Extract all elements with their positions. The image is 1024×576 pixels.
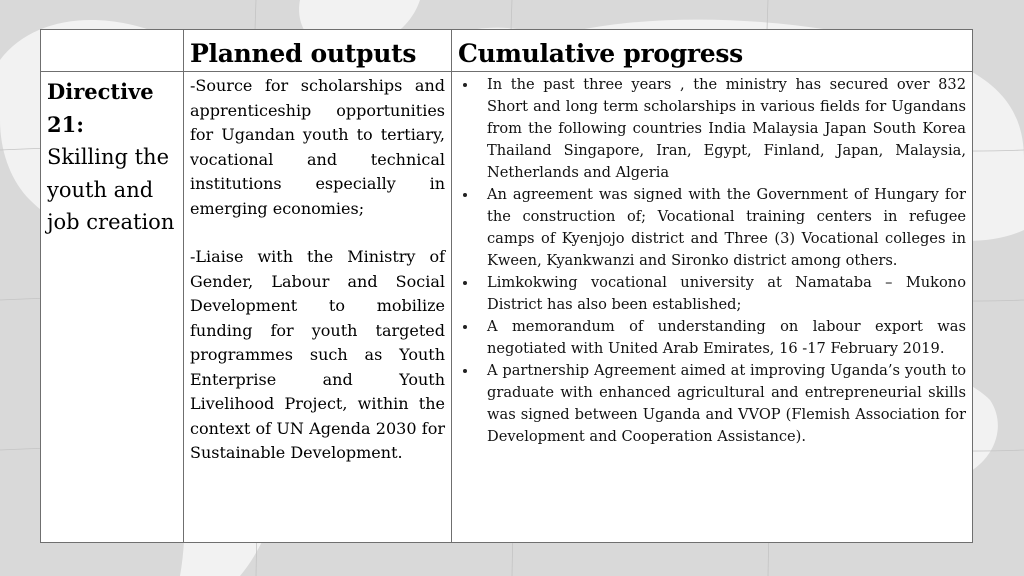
directive-text: Skilling the youth and job creation xyxy=(47,145,175,234)
directive-row xyxy=(41,72,973,543)
progress-list xyxy=(458,74,966,448)
planned-output-item: -Liaise with the Ministry of Gender, Labour and Social Development to mobilize funding for youth targeted programmes such as Youth Enterprise and Youth Livelihood Project, within the context of UN Agenda 2030 for Sustainable Development. xyxy=(190,247,445,462)
progress-item: An agreement was signed with the Government of Hungary for the construction of; Vocational training centers in refugee camps of Kyenjojo district and Three (3) Vocational colleges in Kween, Kyankwanzi and Sironko district among others. xyxy=(458,184,966,272)
header-cumulative-progress: Cumulative progress xyxy=(452,30,973,72)
progress-item: In the past three years , the ministry has secured over 832 Short and long term scholarships in various fields for Ugandans from the following countries India Malaysia Japan South Korea Thailand Singapore, Iran, Egypt, Finland, Japan, Malaysia, Netherlands and Algeria xyxy=(458,74,966,184)
header-planned-outputs: Planned outputs xyxy=(184,30,452,72)
directive-cell xyxy=(41,72,184,543)
planned-output-item: -Source for scholarships and apprenticeship opportunities for Ugandan youth to tertiary, vocational and technical institutions especially in emerging economies; xyxy=(190,76,445,218)
progress-item: A memorandum of understanding on labour export was negotiated with United Arab Emirates, 16 -17 February 2019. xyxy=(458,316,966,360)
directive-title: Directive 21: xyxy=(47,79,154,137)
header-row xyxy=(41,30,973,72)
header-empty-cell xyxy=(41,30,184,72)
progress-item: A partnership Agreement aimed at improving Uganda’s youth to graduate with enhanced agricultural and entrepreneurial skills was signed between Uganda and VVOP (Flemish Association for Development and Cooperation Assistance). xyxy=(458,360,966,448)
cumulative-progress-cell xyxy=(452,72,973,543)
progress-item: Limkokwing vocational university at Namataba – Mukono District has also been established; xyxy=(458,272,966,316)
planned-outputs-cell xyxy=(184,72,452,543)
directive-table xyxy=(40,29,973,543)
